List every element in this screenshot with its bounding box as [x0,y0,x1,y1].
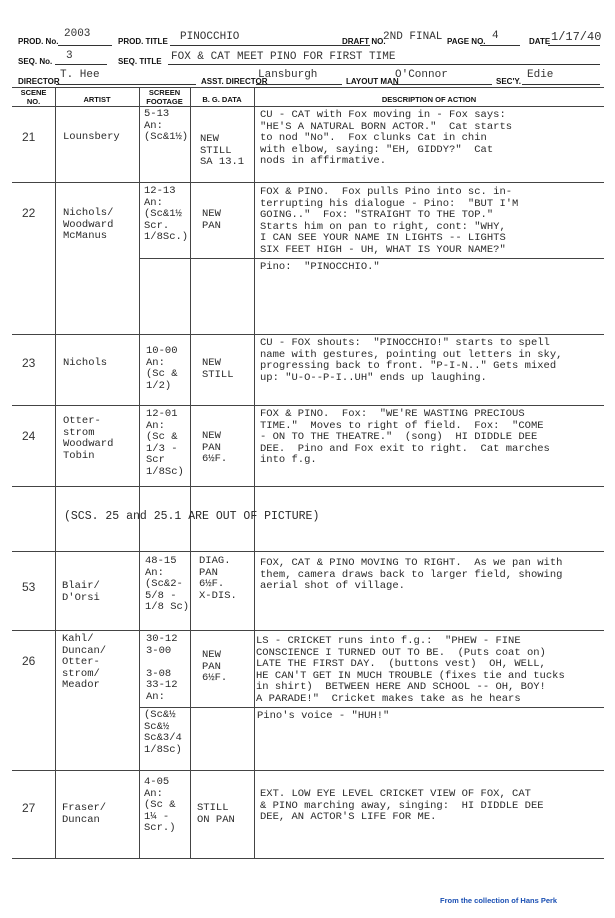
action-description: EXT. LOW EYE LEVEL CRICKET VIEW OF FOX, CAT & PINO marching away, singing: HI DIDDLE DEE DEE, AN ACTOR'S LIFE FOR ME. [260,788,544,823]
prod-title-value: PINOCCHIO [180,31,240,43]
bg-data: NEW PAN [202,208,221,232]
screen-footage: 48-15 An: (Sc&2- 5/8 - 1/8 Sc) [145,555,190,613]
artist: Nichols/ Woodward McManus [63,207,114,242]
action-description: CU - CAT with Fox moving in - Fox says: "HE'S A NATURAL BORN ACTOR." Cat starts to nod "No". Fox clunks Cat in chin with elbow, saying: "EH, GIDDY?" Cat nods in affirmative. [260,109,513,167]
prod-no-value: 2003 [64,28,91,40]
page-label: PAGE NO. [447,37,486,46]
scene-number: 26 [22,654,36,668]
scene-number: 23 [22,356,36,370]
seq-title-label: SEQ. TITLE [118,57,162,66]
layout-man-label: LAYOUT MAN [346,77,399,86]
draft-label: DRAFT NO. [342,37,386,46]
screen-footage: 5-13 An: (Sc&1½) [144,108,189,143]
seq-no-label: SEQ. No. [18,57,53,66]
action-description: FOX & PINO. Fox pulls Pino into sc. in- terrupting his dialogue - Pino: "BUT I'M GOING.." Fox: "STRAIGHT TO THE TOP." Starts him on pan to right, cont: "WHY, I CAN SEE YOUR NAME IN LIGHTS -- LIGHTS SIX FEET HIGH - UH, WHAT IS YOUR NAME?" [260,186,519,256]
scene-number: 24 [22,429,36,443]
artist: Lounsbery [63,131,120,143]
scene-number: 53 [22,580,36,594]
col-divider-1 [55,87,56,858]
action-description: FOX, CAT & PINO MOVING TO RIGHT. As we pan with them, camera draws back to larger field, showing aerial shot of village. [260,557,563,592]
col-divider-3 [190,87,191,858]
date-label: DATE [529,37,551,46]
action-description: CU - FOX shouts: "PINOCCHIO!" starts to spell name with gestures, pointing out letters in sky, progressing back to front. "P-I-N.." Gets mixed up: "U-O--P-I..UH" ends up laughing. [260,337,563,384]
bg-data: NEW PAN 6½F. [202,430,228,465]
bg-data: NEW PAN 6½F. [202,649,228,684]
director-value: T. Hee [60,69,100,81]
col-divider-2 [139,87,140,858]
col-header-description: DESCRIPTION OF ACTION [381,95,477,104]
header-bottom-rule [12,106,604,107]
action-description: Pino's voice - "HUH!" [257,710,390,722]
page-value: 4 [492,30,499,42]
col-divider-4 [254,87,255,858]
director-label: DIRECTOR [18,77,60,86]
secy-label: SEC'Y. [496,77,522,86]
action-description: FOX & PINO. Fox: "WE'RE WASTING PRECIOUS TIME." Moves to right of field. Fox: "COME - ON TO THE THEATRE." (song) HI DIDDLE DEE DEE. Pino and Fox exit to right. Cat marches into f.g. [260,408,550,466]
screen-footage: 12-01 An: (Sc & 1/3 - Scr 1/8Sc) [146,408,184,478]
artist: Fraser/ Duncan [62,802,107,826]
out-of-picture-note: (SCS. 25 and 25.1 ARE OUT OF PICTURE) [64,510,320,523]
bg-data: STILL ON PAN [197,802,235,826]
screen-footage: (Sc&½ Sc&½ Sc&3/4 1/8Sc) [144,709,182,756]
asst-director-value: Lansburgh [258,69,318,81]
col-header-footage: SCREEN FOOTAGE [146,88,183,106]
scene-number: 21 [22,130,36,144]
screen-footage: 12-13 An: (Sc&1½ Scr. 1/8Sc.) [144,185,189,243]
screen-footage: 10-00 An: (Sc & 1/2) [146,345,178,392]
prod-no-label: PROD. No. [18,37,59,46]
layout-man-value: O'Connor [395,69,448,81]
action-description: LS - CRICKET runs into f.g.: "PHEW - FINE CONSCIENCE I TURNED OUT TO BE. (Puts coat on) LATE THE FIRST DAY. (buttons vest) OH, WELL, HE CAN'T GET IN MUCH TROUBLE (fixes tie and tucks in shirt) BETWEEN HERE AND SCHOOL -- OH, BOY! A PARADE!" Cricket makes take as he hears [256,635,565,705]
draft-value: 2ND FINAL [383,31,443,43]
bg-data: DIAG. PAN 6½F. X-DIS. [199,555,237,602]
seq-title-value: FOX & CAT MEET PINO FOR FIRST TIME [171,51,396,63]
col-header-artist: ARTIST [83,95,111,104]
seq-no-value: 3 [66,50,73,62]
table-top-rule [12,87,604,88]
asst-director-label: ASST. DIRECTOR [201,77,268,86]
bg-data: NEW STILL [202,357,234,381]
collection-credit: From the collection of Hans Perk [440,896,558,905]
scene-number: 27 [22,801,36,815]
col-header-bg-data: B. G. DATA [202,95,242,104]
artist: Kahl/ Duncan/ Otter- strom/ Meador [62,633,107,691]
artist: Otter- strom Woodward Tobin [63,415,114,462]
col-header-scene: SCENE NO. [20,88,47,106]
secy-value: Edie [527,69,554,81]
artist: Nichols [63,357,108,369]
action-description: Pino: "PINOCCHIO." [260,261,380,273]
prod-title-label: PROD. TITLE [118,37,168,46]
screen-footage: 30-12 3-00 3-08 33-12 An: [146,633,178,703]
scene-number: 22 [22,206,36,220]
artist: Blair/ D'Orsi [62,580,100,604]
screen-footage: 4-05 An: (Sc & 1¼ - Scr.) [144,776,176,834]
date-value: 1/17/40 [551,30,602,44]
bg-data: NEW STILL SA 13.1 [200,133,245,168]
